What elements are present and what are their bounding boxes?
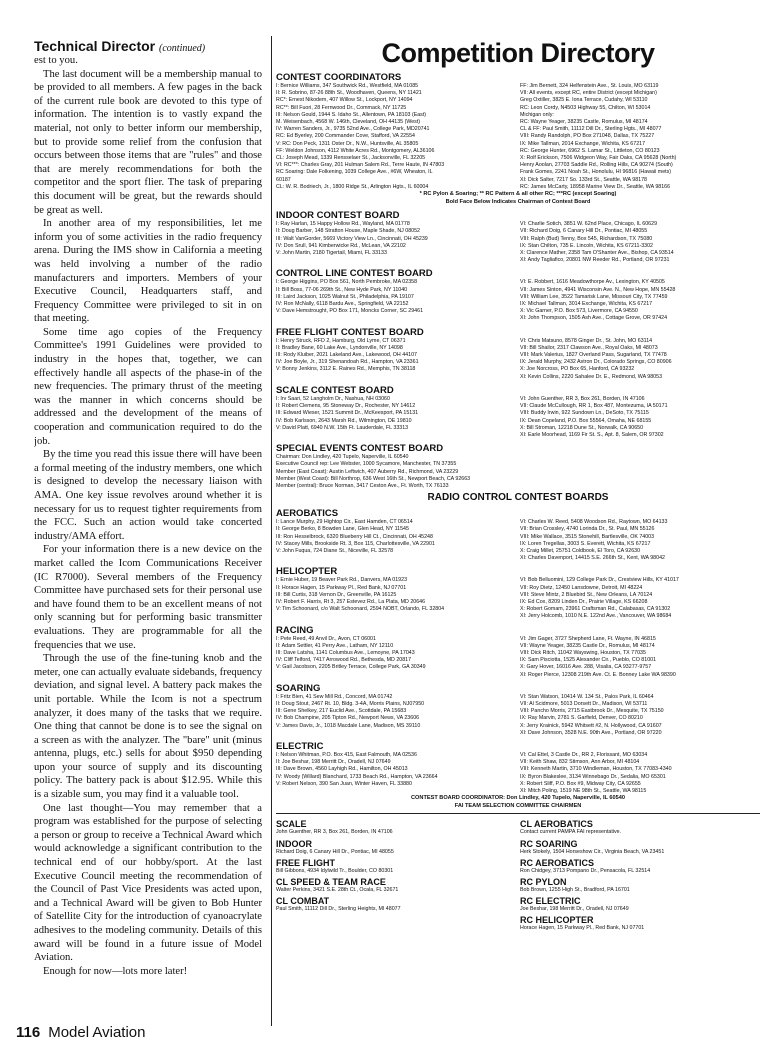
directory-entry: XI: John Thompson, 1505 Ash Ave., Cottage Grove, OR 97424: [520, 315, 668, 322]
directory-entry: I: Fritz Bien, 41 Sew Mill Rd., Concord, MA 01742: [276, 693, 393, 700]
directory-entry: I: Pete Reed, 49 Anvil Dr., Avon, CT 06001: [276, 635, 376, 642]
fai-right-column: [520, 817, 760, 932]
fai-entry: Joe Beshar, 198 Merritt Dr., Oradell, NJ 07649: [520, 906, 629, 913]
directory-entry: VII: Wayne Yeager, 38235 Castle Dr., Romulus, MI 48174: [520, 642, 655, 649]
fai-heading: FAI TEAM SELECTION COMMITTEE CHAIRMEN: [454, 802, 582, 809]
directory-entry: XI: Mitch Poling, 1519 NE 98th St., Seattle, WA 98115: [520, 788, 647, 795]
fai-entry: Bob Brown, 1255 High St., Bradford, PA 16701: [520, 887, 630, 894]
article-paragraph: For your information there is a new device on the market called the Icom Communications Receiver (IC R7000). Several members of the Frequency Committee have purchased sets for their personal use and have found them to be an excellent means of not only scanning but for performing basic transmitter evaluations. They are programmable for all the frequencies that we use.: [34, 544, 262, 651]
directory-entry: VIII: Mark Valerius, 1827 Overland Pass, Sugarland, TX 77478: [520, 352, 667, 359]
directory-entry: RC: Leon Cordy, N4503 Highway 55, Chilton, WI 53014: [520, 104, 651, 111]
directory-entry: RC: Wayne Yeager, 38235 Castle, Romulus, MI 48174: [520, 119, 648, 126]
directory-entry: V: RC: Don Peck, 1311 Oster Dr., N.W., Huntsville, AL 35805: [276, 140, 419, 147]
directory-entry: VIII: Kenneth Martin, 3710 Windleman, Houston, TX 77083-4340: [520, 766, 672, 773]
section-right-column: [520, 694, 760, 737]
directory-entry: V: Tim Schoonard, c/o Walt Schoonard, 2594 NOBT, Orlando, FL 32804: [276, 606, 445, 613]
directory-entry: III: Laird Jackson, 1025 Walnut St., Philadelphia, PA 19107: [276, 293, 414, 300]
directory-entry: I: Henry Struck, RFD 2, Hamburg, Old Lyme, CT 06371: [276, 337, 406, 344]
section-right-column: [520, 338, 760, 381]
directory-entry: VII: Roy Dietz, 12450 Lansdowne, Detroit, MI 48224: [520, 584, 643, 591]
fai-entry: Ron Chidgey, 3713 Pompano Dr., Pensacola, FL 32514: [520, 867, 651, 874]
section-left-column: [276, 221, 516, 264]
directory-entry: IX: Stan Chilton, 735 E. Lincoln, Wichita, KS 67211-3302: [520, 242, 653, 249]
directory-entry: RC: James McCarty, 18958 Marine View Dr., Seattle, WA 98166: [520, 183, 671, 190]
directory-entry: IV: Ron McNally, 6118 Bardu Ave., Springfield, VA 22152: [276, 301, 409, 308]
section-left-column: [276, 694, 516, 737]
directory-entry: X: Craig Millet, 25751 Coldbook, El Toro, CA 92630: [520, 547, 641, 554]
section-title: RACING: [276, 624, 314, 636]
section-columns: [276, 221, 760, 264]
directory-entry: X: Robert Sliff, P.O. Box #9, Midway City, CA 92655: [520, 780, 641, 787]
article-paragraph: In another area of my responsibilities, let me inform you of some activities in the radio frequency arena. During the IMS show in California a meeting was held involving a number of the radio manufacturers and importers. Members of your Executive Council, Headquarters staff, and Frequency Committee were privileged to sit in on that meeting.: [34, 218, 262, 325]
fai-title: CL AEROBATICS: [520, 819, 593, 830]
directory-entry: Chairman: Don Lindley, 420 Tupelo, Naperville, IL 60540: [276, 454, 409, 461]
directory-entry: V: Robert Nelson, 390 San Juan, Winter Haven, FL 33880: [276, 780, 412, 787]
directory-entry: X: Rolf Erickson, 7506 Widgeon Way, Fair Oaks, CA 95628 (North): [520, 155, 677, 162]
directory-entry: IV: Robert F. Harris, Rt 3, 257 Estevez Rd., La Plata, MD 20646: [276, 598, 426, 605]
article-heading-suffix: (continued): [159, 43, 206, 54]
directory-entry: VII: James Sinton, 4941 Wisconsin Ave. N., New Hope, MN 55428: [520, 286, 676, 293]
section-title: SCALE CONTEST BOARD: [276, 384, 394, 396]
column-divider: [271, 36, 272, 1026]
directory-entry: CL: Joseph Mead, 1339 Rensselaer St., Jacksonville, FL 32205: [276, 155, 426, 162]
fai-title: RC PYLON: [520, 877, 567, 888]
directory-entry: VII: Keith Shaw, 832 Stimson, Ann Arbor, MI 48104: [520, 759, 640, 766]
directory-entry: VI: Charles W. Reed, 5408 Woodson Rd., Raytown, MO 64133: [520, 519, 668, 526]
directory-entry: RC*: Ernest Nikodem, 407 Willow St., Lockport, NY 14094: [276, 97, 413, 104]
directory-entry: III: Bill Curtis, 318 Vernon Dr., Greenville, PA 16125: [276, 591, 397, 598]
directory-entry: IV: Don Srull, 941 Kimberwicke Rd., McLean, VA 22102: [276, 242, 406, 249]
article-heading-text: Technical Director: [34, 38, 156, 54]
directory-entry: IX: Sam Pisciotta, 1525 Alexander Cir., Pueblo, CO 81001: [520, 657, 657, 664]
directory-entry: VIII: Dick Ritch, 11042 Wayswing, Houston, TX 77035: [520, 649, 646, 656]
section-columns: [276, 519, 760, 562]
directory-entry: VII: Brian Crossley, 4740 Lorinda Dr., St. Paul, MN 55126: [520, 526, 655, 533]
directory-entry: III: Rody Kluiber, 2021 Lakeland Ave., Lakewood, OH 44107: [276, 352, 417, 359]
directory-entry: IX: Byron Blakeslee, 3134 Winnebago Dr., Sedalia, MO 65301: [520, 773, 666, 780]
directory-entry: Greg Oxtiller, 3825 E. Iona Terrace, Cudahy, WI 53110: [520, 97, 648, 104]
section-columns: [276, 636, 760, 679]
directory-entry: V: Bonny Jenkins, 3112 E. Raines Rd., Memphis, TN 38118: [276, 366, 416, 373]
page-footer: [16, 1024, 146, 1041]
directory-entry: VIII: Buddy Irwin, 922 Sundown Ln., DeSoto, TX 75115: [520, 410, 649, 417]
directory-entry: CL & FF: Paul Smith, 11112 Dill Dr., Sterling Hgts., MI 48077: [520, 126, 662, 133]
directory-entry: XI: Earle Moorhead, 1169 Fir St. S., Apt. 8, Salem, OR 97302: [520, 431, 664, 438]
directory-entry: VII: Al Scidmore, 5013 Dorsett Dr., Madison, WI 53711: [520, 700, 648, 707]
section-columns: [276, 279, 760, 322]
fai-title: FREE FLIGHT: [276, 857, 335, 868]
directory-entry: V: James Davis, Jr., 1018 Macdale Lane, Madison, MS 39110: [276, 722, 421, 729]
fai-title: RC SOARING: [520, 838, 578, 849]
directory-entry: M. Weisenbach, 4568 W. 146th, Cleveland, OH 44135 (West): [276, 119, 421, 126]
directory-entry: II: Robert Clemens, 95 Stoneway Dr., Rochester, NY 14612: [276, 403, 416, 410]
directory-entry: IV: Joe Boyle, Jr., 319 Shenandoah Rd., Hampton, VA 23361: [276, 359, 419, 366]
fai-entry: John Guenther, RR 3, Box 261, Borden, IN 47106: [276, 829, 393, 836]
directory-entry: IX: Ray Marvin, 2781 S. Garfield, Denver, CO 80210: [520, 715, 643, 722]
magazine-name: Model Aviation: [48, 1024, 146, 1041]
directory-entry: IX: Jerald Murphy, 2432 Astron Dr., Colorado Springs, CO 80906: [520, 359, 672, 366]
directory-entry: RC**: Bill Fuori, 28 Fernwood Dr., Commack, NY 11725: [276, 104, 407, 111]
section-right-column: [520, 396, 760, 439]
directory-entry: II: George Berko, 8 Bowden Lane, Glen Head, NY 11545: [276, 526, 409, 533]
directory-entry: Frank Gomes, 2241 Noah St., Honolulu, HI 96816 (Hawaii mets): [520, 169, 672, 176]
directory-entry: IX: Michael Tallman, 3014 Exchange, Wichita, KS 67217: [520, 301, 653, 308]
fai-title: RC HELICOPTER: [520, 915, 594, 926]
directory-entry: III: Edward Wieser, 1521 Summit Dr., McKeesport, PA 15131: [276, 410, 419, 417]
fai-title: CL COMBAT: [276, 896, 330, 907]
directory-entry: FF: Jim Bernett, 324 Helfenstein Ave., St. Louis, MO 63119: [520, 83, 659, 89]
directory-entry: II: Bill Boss, 77-06 269th St., New Hyde Park, NY 11040: [276, 286, 408, 293]
directory-entry: VI: Bob Belluomini, 129 College Park Dr., Crestview Hills, KY 41017: [520, 577, 679, 584]
directory-entry: X: Bill Stroman, 12218 Dune St., Norwalk, CA 90650: [520, 424, 644, 431]
section-left-column: [276, 519, 516, 562]
directory-entry: II: Bradley Bane, 60 Lake Ave., Lyndonville, NY 14098: [276, 344, 403, 351]
directory-entry: XI: Andy Tagliafico, 20801 NW Reeder Rd., Portland, OR 97231: [520, 257, 670, 264]
directory-entry: II: Doug Barber, 148 Stratton House, Maple Shade, NJ 08052: [276, 228, 420, 235]
section-left-column: [276, 338, 516, 381]
section-left-column: [276, 752, 516, 795]
directory-entry: Member (West Coast): Bill Northrop, 636 West 16th St., Newport Beach, CA 92663: [276, 475, 471, 482]
section-columns: [276, 454, 760, 490]
directory-entry: III: Nelson Gould, 1944 S. Idaho St., Allentown, PA 18103 (East): [276, 111, 427, 118]
directory-entry: X: Clarence Mather, 2358 Tam O'Shanter Ave., Bishop, CA 93514: [520, 250, 674, 257]
fai-chairmen: [276, 817, 760, 932]
directory-entry: I: George Higgins, PO Box 561, North Pembroke, MA 02358: [276, 279, 418, 286]
directory-entry: IV: Stacey Mills, Brookside Rt. 3, Box 115, Charlottesville, VA 22901: [276, 540, 435, 547]
directory-entry: X: Robert Gomam, 23961 Craftsman Rd., Calabasas, CA 91302: [520, 606, 671, 613]
directory-entry: X: Vic Garner, P.O. Box 573, Livermore, CA 94550: [520, 308, 638, 315]
directory-entry: VI: E. Robbert, 1616 Meadowthorpe Av., Lexington, KY 40505: [520, 279, 665, 286]
directory-entry: VII: Bill Shailor, 2317 Clawson Ave., Royal Oaks, MI 48073: [520, 344, 658, 351]
fai-title: SCALE: [276, 819, 307, 830]
directory-entry: VIII: Ralph (Bud) Tenny, Box 545, Richardson, TX 75080: [520, 235, 653, 242]
directory-entry: V: David Platt, 6940 N.W. 15th Ft. Lauderdale, FL 33313: [276, 424, 409, 431]
directory-entry: VI: RC***: Charles Gray, 201 Hulman Salem Rd., Terre Haute, IN 47803: [276, 162, 445, 169]
directory-entry: XI: Dick Salter, 7217 So. 133rd St., Seattle, WA 98178: [520, 176, 648, 183]
directory-entry: II: Adam Settler, 41 Perry Ave., Latham, NY 12110: [276, 642, 394, 649]
fai-entry: Contact current PAMPA FAI representative.: [520, 829, 622, 836]
directory-entry: V: John Fuqua, 724 Diane St., Niceville, FL 32578: [276, 547, 394, 554]
directory-entry: VIII: Randy Randolph, PO Box 271048, Dallas, TX 75227: [520, 133, 655, 140]
rc-coordinator: CONTEST BOARD COORDINATOR: Don Lindley, 420 Tupelo, Naperville, IL 60540: [411, 795, 625, 802]
directory-entry: III: Walt VanGorder, 5669 Victory View Ln., Cincinnati, OH 45239: [276, 235, 428, 242]
directory-entry: VI: Charlie Sotich, 3851 W. 62nd Place, Chicago, IL 60629: [520, 221, 658, 228]
directory-entry: VI: John Guenther, RR 3, Box 261, Borden, IN 47106: [520, 395, 645, 402]
directory-entry: VII: Richard Doig, 6 Canary Hill Dr., Pontiac, MI 48055: [520, 228, 648, 235]
article-paragraph: Through the use of the fine-tuning knob and the meter, one can actually evaluate sidebands, frequency deviation, and signal level. A battery pack makes the unit portable. While the Icom is not a spectrum analyzer, it does many of the tasks that we require. One thing that cannot be done is to see the signal on a screen as with the analyzer. The "bare" unit (minus antenna, plugs, etc.) sells for about $950 depending upon your source of supply and its discounting policy. The battery pack is about $12.95. While this is a sizable sum, you may find it a valuable tool.: [34, 653, 262, 801]
article-paragraph: One last thought—You may remember that a program was established for the purpose of selecting a person or group to receive a Technical Award which would acknowledge a significant contribution to the technical end of our hobby/sport. At the last Executive Council meeting the recommendation of the Council of Past Vice Presidents was acted upon, and a Technical Award will be given to Bob Hunter of Satellite City for the introduction of cyanoacrylate adhesives to the modeling community. Details of this award will be found in a future issue of Model Aviation.: [34, 802, 262, 964]
directory-entry: VIII: Pancho Morris, 2715 Eastbrook Dr., Mesquite, TX 75150: [520, 708, 664, 715]
fai-title: INDOOR: [276, 838, 312, 849]
directory-entry: VIII: Steve Mintz, 2 Bluebird St., New Orleans, LA 70124: [520, 591, 653, 598]
directory-entry: III: Dave Brown, 4560 Layhigh Rd., Hamilton, OH 45013: [276, 766, 408, 773]
directory-entry: FF: Weldon Johnson, 4112 White Acres Rd., Montgomery, AL36106: [276, 147, 435, 154]
directory-column: [276, 38, 760, 1023]
directory-entry: IX: Ed Cox, 8209 Linden Dr., Prairie Village, KS 66208: [520, 598, 648, 605]
directory-entry: VI: Jim Gager, 3727 Shepherd Lane, Ft. Wayne, IN 46815: [520, 635, 656, 642]
section-left-column: [276, 396, 516, 439]
section-columns: [276, 83, 760, 191]
directory-entry: XI: Charles Davenport, 14415 S.E. 266th St., Kent, WA 98042: [520, 555, 665, 562]
section-title: FREE FLIGHT CONTEST BOARD: [276, 326, 424, 338]
section-right-column: [520, 279, 760, 322]
fai-entry: Walter Perkins, 3421 S.E. 28th Ct., Ocala, FL 32671: [276, 887, 399, 894]
article-paragraph: est to you.: [34, 55, 78, 66]
article-paragraph: Some time ago copies of the Frequency Committee's 1991 Guidelines were provided to industry in the hopes that, together, we can effectively handle all aspects of the phase-in of the new frequencies. The primary thrust of the meeting was the manner in which concerns should be addressed and the development of the means of cooperation and communication required to do the job.: [34, 326, 262, 447]
directory-entry: RC Soaring: Dale Folkening, 1039 College Ave., #6W, Wheaton, IL: [276, 169, 433, 176]
section-columns: [276, 577, 760, 620]
fai-entry: Bill Gibbons, 4934 Idylwild Tr., Boulder, CO 80301: [276, 867, 394, 874]
directory-entry: IV: Woody (Willard) Blanchard, 1733 Beach Rd., Hampton, VA 23664: [276, 773, 438, 780]
section-title: SPECIAL EVENTS CONTEST BOARD: [276, 443, 444, 455]
directory-entry: Henry Aoolan, 27703 Saddle Rd., Rolling Hills, CA 90274 (South): [520, 162, 673, 169]
section-right-column: [520, 577, 760, 620]
section-columns: [276, 338, 760, 381]
section-right-column: [520, 83, 760, 191]
directory-entry: III: Ron Hesselbrock, 6320 Blueberry Hill Ct., Cincinnati, OH 45248: [276, 533, 433, 540]
directory-entry: I: Nelson Whitman, P.O. Box 415, East Falmouth, MA 02536: [276, 752, 417, 758]
directory-entry: Member (East Coast): Austin Leftwich, 407 Auberry Rd., Richmond, VA 23229: [276, 468, 459, 475]
fai-title: RC AEROBATICS: [520, 857, 594, 868]
section-left-column: [276, 577, 516, 620]
directory-entry: IV: Bob Karlsson, 2643 Marsh Rd., Wilmington, DE 19810: [276, 417, 412, 424]
directory-entry: Michigan only:: [520, 111, 554, 118]
directory-entry: IX: Loren Tregellas, 3003 S. Everett, Wichita, KS 67217: [520, 540, 651, 547]
fai-entry: Horace Hagen, 15 Parkway Pl., Red Bank, NJ 07701: [520, 925, 645, 932]
article-paragraph: The last document will be a membership manual to be provided to all members. A few pages in the back of the current rule book are devoted to this type of information. The intention is to vastly expand the material, not only to better inform our membership, but to provide some relief from the confusion that occurs between those items that are "rules" and those that are merely recommendations for both the competitor and the sport flier. The task of preparing this document will be great, but the rewards should be great as well.: [34, 68, 262, 216]
section-right-column: [520, 454, 760, 490]
section-title: HELICOPTER: [276, 566, 338, 578]
section-right-column: [520, 636, 760, 679]
fai-left-column: [276, 817, 516, 932]
directory-entry: VII: Claude McCullough, RR 1, Box 487, Montezuma, IA 50171: [520, 403, 668, 410]
section-columns: [276, 694, 760, 737]
directory-entry: IX: Mike Tallman, 2014 Exchange, Wichita, KS 67217: [520, 140, 646, 147]
directory-title: Competition Directory: [381, 38, 655, 68]
directory-entry: RC: Ed Byerley, 200 Commander Cove, Stafford, VA 22554: [276, 133, 415, 140]
directory-entry: I: Lance Murphy, 29 Hightop Cir., East Hamden, CT 06514: [276, 519, 413, 526]
section-title: AEROBATICS: [276, 508, 339, 520]
fai-entry: Richard Doig, 6 Canary Hill Dr., Pontiac, MI 48055: [276, 848, 394, 855]
directory-entry: RC: George Hunter, 6962 S. Lamar St., Littleton, CO 80123: [520, 147, 660, 154]
article-paragraph: Enough for now—lots more later!: [43, 965, 188, 977]
fai-entry: Herk Stokely, 1504 Horseshow Cir., Virginia Beach, VA 23451: [520, 848, 665, 855]
rc-boards-heading: RADIO CONTROL CONTEST BOARDS: [427, 492, 609, 504]
section-title: ELECTRIC: [276, 741, 324, 752]
directory-entry: V: Dave Hemstrought, PO Box 171, Moncks Corner, SC 29461: [276, 308, 424, 315]
article-column: [34, 38, 262, 1010]
section-columns: [276, 396, 760, 439]
directory-entry: VIII: Mike Wallace, 3515 Stonehill, Bartlesville, OK 74003: [520, 533, 655, 540]
article-heading: [34, 38, 262, 54]
directory-entry: IX: Dean Copeland, P.O. Box 55564, Omaha, NE 68155: [520, 417, 652, 424]
directory-entry: XI: Kevin Collins, 2220 Sahalee Dr. E., Redmond, WA 98053: [520, 373, 663, 380]
section-note: * RC Pylon & Soaring; ** RC Pattern & all other RC; ***RC (except Soaring): [419, 191, 617, 198]
directory-entry: Member (central): Bruce Norman, 3417 Ceston Ave., Ft. Worth, TX 76133: [276, 482, 449, 489]
section-left-column: [276, 279, 516, 322]
directory-entry: II: Joe Beshar, 198 Merritt Dr., Oradell, NJ 07649: [276, 759, 391, 766]
page-number: 116: [16, 1024, 41, 1041]
section-note: Bold Face Below Indicates Chairman of Contest Board: [445, 198, 591, 205]
directory-entry: XI: Roger Pierce, 12308 219th Ave. Ct. E. Bonney Lake WA 98390: [520, 671, 676, 678]
directory-entry: V: John Martin, 2180 Tigertail, Miami, FL 33133: [276, 250, 387, 257]
section-columns: [276, 752, 760, 795]
directory-entry: VI: Chris Matsuno, 8578 Ginger Dr., St. John, MO 63114: [520, 337, 653, 344]
directory-entry: IV: Cliff Telford, 7417 Arrowood Rd., Bethesda, MD 20817: [276, 657, 412, 664]
section-left-column: [276, 454, 516, 490]
fai-title: RC ELECTRIC: [520, 896, 581, 907]
directory-entry: I: Bernice Williams, 347 Southwick Rd., Westfield, MA 01085: [276, 83, 419, 89]
directory-entry: XI: Jerry Holcomb, 1010 N.E. 122nd Ave., Vancouver, WA 98684: [520, 613, 672, 620]
directory-entry: II: Horace Hagen, 15 Parkway Pl., Red Bank, NJ 07701: [276, 584, 407, 591]
directory-sections: [276, 72, 760, 490]
section-left-column: [276, 83, 516, 191]
section-left-column: [276, 636, 516, 679]
directory-entry: IV: Warren Sanders, Jr., 9735 52nd Ave., College Park, MD20741: [276, 126, 430, 133]
directory-entry: I: Ernie Huber, 19 Beaver Park Rd., Danvers, MA 01923: [276, 577, 408, 584]
directory-entry: X: Gary Hover, 16016 Ave. 288, Visalia, CA 93277-9757: [520, 664, 652, 671]
directory-entry: X: Joe Norcross, PO Box 65, Hanford, CA 93232: [520, 366, 635, 373]
directory-entry: VI: Stan Watson, 10414 W. 134 St., Palos Park, IL 60464: [520, 693, 654, 700]
directory-entry: VII: All events, except RC, entire District (except Michigan): [520, 90, 657, 97]
article-body: [34, 54, 262, 978]
directory-entry: VI: Cal Ettel, 3 Castle Dr., RR 2, Florissant, MO 63034: [520, 752, 648, 758]
section-title: CONTEST COORDINATORS: [276, 72, 402, 83]
fai-title: CL SPEED & TEAM RACE: [276, 877, 386, 888]
directory-entry: II: R. Sobrino, 87-26 88th St., Woodhaven, Queens, NY 11421: [276, 90, 422, 97]
directory-entry: V: Gail Jacobson, 2205 Britley Terrace, College Park, GA 30349: [276, 664, 426, 671]
directory-entry: VIII: William Lee, 3522 Tamarisk Lane, Missouri City, TX 77459: [520, 293, 668, 300]
section-right-column: [520, 752, 760, 795]
article-paragraph: By the time you read this issue there will have been a formal meeting of the industry members, one which is designed to develop the necessary liaison with AMA. One key issue revolves around whether it is necessary for us to request tighter requirements from the FCC. Such an action would take concerted industry/AMA effort.: [34, 449, 262, 542]
section-title: INDOOR CONTEST BOARD: [276, 210, 400, 222]
directory-entry: Executive Council rep: Lee Webster, 1000 Sycamore, Manchester, TN 37355: [276, 461, 457, 468]
directory-entry: III: Gene Shelkey, 217 Euclid Ave., Scottdale, PA 15683: [276, 708, 407, 715]
section-title: CONTROL LINE CONTEST BOARD: [276, 268, 433, 280]
section-title: SOARING: [276, 682, 321, 694]
directory-entry: CL: W. R. Bodriech, Jr., 1800 Ridge St., Arlington Hgts., IL 60004: [276, 183, 429, 190]
section-right-column: [520, 221, 760, 264]
rc-sections: [276, 508, 760, 795]
directory-entry: III: Dave Latsha, 1141 Columbus Ave., Lemoyne, PA 17043: [276, 649, 415, 656]
fai-entry: Paul Smith, 11112 Dill Dr., Sterling Heights, MI 48077: [276, 906, 401, 913]
fai-divider: [276, 813, 760, 814]
section-right-column: [520, 519, 760, 562]
directory-entry: 60187: [276, 176, 291, 183]
directory-entry: X: Jerry Krainick, 5942 Whitsett #2, N. Hollywood, CA 91607: [520, 722, 662, 729]
directory-entry: II: Doug Stout, 2467 Rt. 10, Bldg. 3-4A, Morris Plains, NJ07950: [276, 700, 425, 707]
directory-entry: XI: Dave Johnson, 3528 N.E. 90th Ave., Portland, OR 97220: [520, 729, 662, 736]
directory-entry: I: Irv Saari, 52 Langholm Dr., Nashua, NH 03060: [276, 395, 390, 402]
directory-entry: I: Ray Harlan, 15 Happy Hollow Rd., Wayland, MA 01778: [276, 221, 410, 228]
directory-entry: IV: Bob Champine, 205 Tipton Rd., Newport News, VA 23606: [276, 715, 420, 722]
